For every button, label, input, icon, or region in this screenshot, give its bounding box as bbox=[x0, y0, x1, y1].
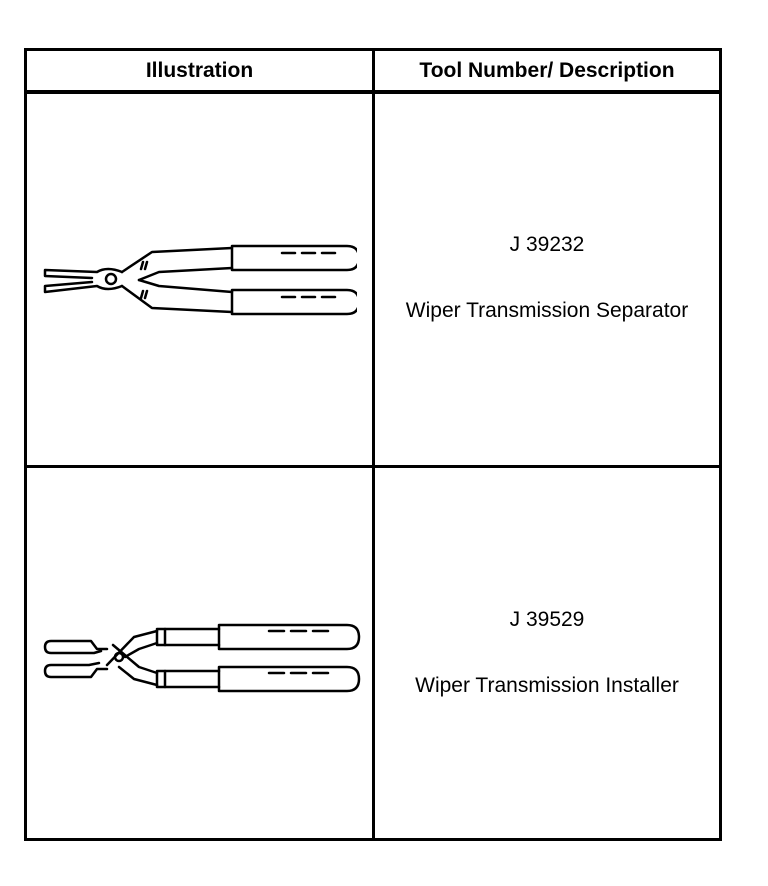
tool-cell-1 bbox=[375, 233, 719, 323]
separator-pliers-icon bbox=[37, 236, 357, 321]
column-divider bbox=[372, 51, 375, 838]
tool-description: Wiper Transmission Installer bbox=[415, 674, 679, 697]
tool-cell-2 bbox=[375, 608, 719, 698]
header-divider bbox=[27, 90, 719, 94]
header-illustration: Illustration bbox=[145, 58, 254, 82]
tool-table bbox=[24, 48, 722, 841]
tool-number: J 39232 bbox=[509, 233, 585, 256]
tool-number: J 39529 bbox=[509, 608, 585, 631]
header-tool-description: Tool Number/ Description bbox=[419, 58, 675, 82]
row-divider bbox=[27, 465, 719, 468]
tool-description: Wiper Transmission Separator bbox=[405, 299, 689, 322]
installer-pliers-icon bbox=[39, 619, 364, 699]
